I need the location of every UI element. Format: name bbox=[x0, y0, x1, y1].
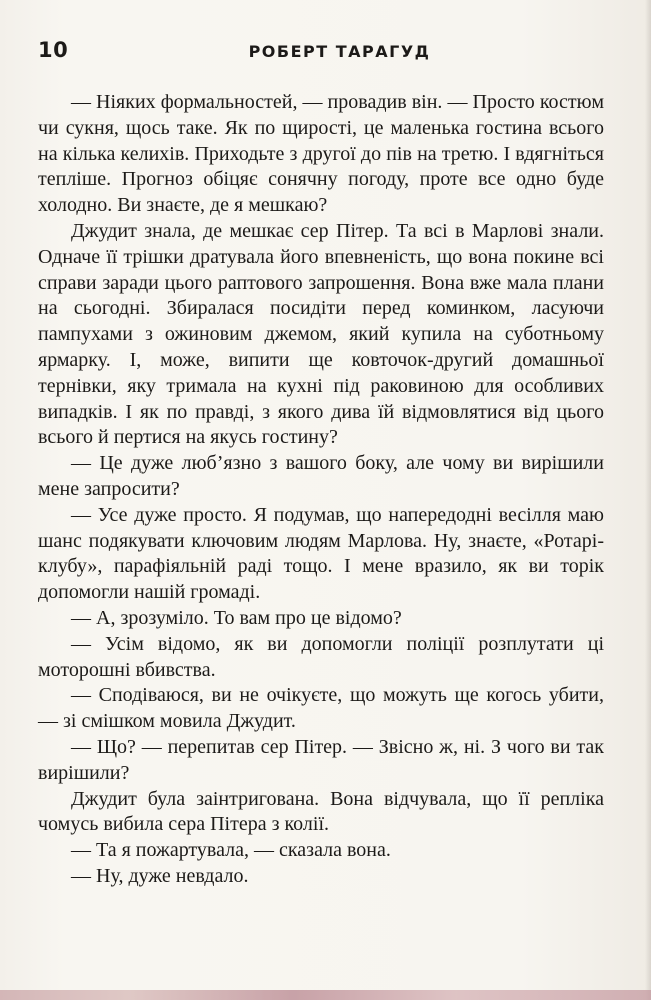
body-text bbox=[38, 90, 604, 890]
paragraph: — А, зрозуміло. То вам про це відомо? bbox=[71, 606, 402, 629]
page-header bbox=[38, 38, 611, 68]
paragraph: — Та я пожартувала, — сказала вона. bbox=[71, 839, 391, 862]
paragraph: — Ну, дуже невдало. bbox=[71, 864, 249, 887]
page-number: 10 bbox=[38, 38, 69, 62]
paragraph: Джудит знала, де мешкає сер Пітер. Та всі в Марлові знали. Одначе її трішки дратувала його впевненість, що вона покине всі справи заради цього раптового запрошення. Вона вже мала плани на сьогодні. Збиралася посидіти перед коминком, ласуючи пампухами з ожиновим джемом, який купила на суботньому ярмарку. І, може, випити ще ковточок-другий домашньої тернівки, яку тримала на кухні під раковиною для особливих випадків. І як по правді, з якого дива їй відмовлятися від цього всього й пертися на якусь гостину? bbox=[38, 219, 604, 449]
paragraph: — Ніяких формальностей, — провадив він. — Просто костюм чи сукня, щось таке. Як по щирості, це маленька гостина всього на кілька келихів. Приходьте з другої до пів на третю. І вдягніться тепліше. Прогноз обіцяє сонячну погоду, проте все одно буде холодно. Ви знаєте, де я мешкаю? bbox=[38, 91, 604, 217]
bottom-edge-strip bbox=[0, 990, 651, 1000]
paragraph: — Що? — перепитав сер Пітер. — Звісно ж, ні. З чого ви так вирішили? bbox=[38, 735, 604, 784]
paragraph: Джудит була заінтригована. Вона відчувала, що її репліка чомусь вибила сера Пітера з колії. bbox=[38, 787, 604, 836]
page-edge-shadow bbox=[645, 0, 651, 1000]
paragraph: — Усе дуже просто. Я подумав, що напередодні весілля маю шанс подякувати ключовим людям Марлова. Ну, знаєте, «Ротарі-клубу», парафіяльній раді тощо. І мене вразило, як ви торік допомогли нашій громаді. bbox=[38, 503, 604, 604]
paragraph: — Усім відомо, як ви допомогли поліції розплутати ці моторошні вбивства. bbox=[38, 632, 604, 681]
paragraph: — Сподіваюся, ви не очікуєте, що можуть ще когось убити, — зі смішком мовила Джудит. bbox=[38, 684, 604, 733]
running-head-author: РОБЕРТ ТАРАГУД bbox=[248, 42, 431, 61]
paragraph: — Це дуже люб’язно з вашого боку, але чому ви вирішили мене запросити? bbox=[38, 452, 604, 500]
